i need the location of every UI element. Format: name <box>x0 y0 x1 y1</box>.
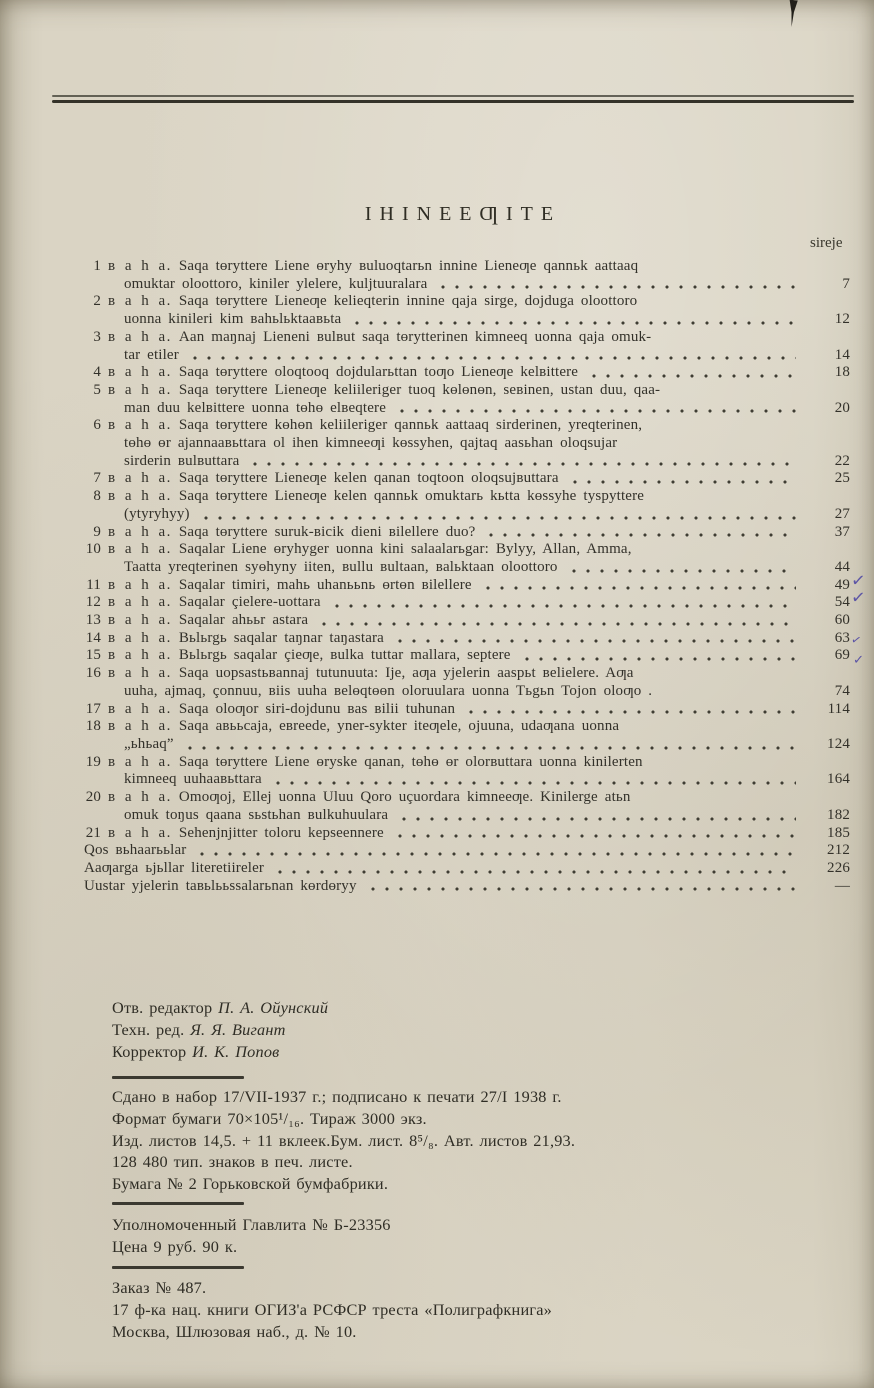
entry-number: 1 <box>93 258 101 274</box>
censor-line: Уполномоченный Главлита № Б-23356 <box>112 1215 391 1234</box>
entry-page-number: 44 <box>834 558 850 575</box>
dot-leader <box>271 781 796 785</box>
page-title: IHINEEƢITE <box>364 203 562 225</box>
chapter-label: в a h a. <box>108 488 172 505</box>
entry-body <box>84 647 802 665</box>
entry-number: 16 <box>85 665 101 682</box>
entry-body <box>84 594 802 612</box>
entry-number: 14 <box>85 629 101 646</box>
entry-page-number: 114 <box>827 700 850 717</box>
print-info-line: Изд. листов 14,5. + 11 вклеек.Бум. лист. 8⁵/₈. Авт. листов 21,93. <box>112 1130 576 1150</box>
entry-line <box>84 789 802 807</box>
entry-text: Qos вьhaarььlar <box>84 842 187 859</box>
entry-number: 2 <box>93 293 101 310</box>
entry-page-number: 27 <box>834 505 850 522</box>
entry-page-cell <box>802 860 850 878</box>
staff-name: И. К. Попов <box>192 1041 280 1061</box>
entry-page-cell <box>802 701 850 719</box>
entry-body <box>84 417 802 470</box>
chapter-label: в a h a. <box>108 753 172 770</box>
ink-blot-mark <box>786 0 799 27</box>
address-line: Москва, Шлюзовая наб., д. № 10. <box>112 1321 357 1341</box>
entry-text: Saqa tөryttere Lieneƣe kelen qannьk omuktarь kьtta kөssyhe tyspyttere <box>178 488 645 505</box>
entry-text: Saqalar ahььr astara <box>178 612 309 629</box>
colophon-print-info <box>112 1086 575 1195</box>
chapter-label: в a h a. <box>108 381 172 398</box>
toc-entry <box>84 569 867 595</box>
chapter-label: в a h a. <box>108 629 172 646</box>
entry-line <box>84 435 802 453</box>
toc-list <box>84 258 867 895</box>
entry-line <box>84 612 802 630</box>
print-info-line: Формат бумаги 70×105¹/₁₆. Тираж 3000 экз. <box>112 1108 427 1128</box>
order-line: Заказ № 487. <box>112 1278 207 1297</box>
staff-line: Корректор И. К. Попов <box>112 1041 280 1061</box>
dot-leader <box>568 480 796 484</box>
entry-text: Bьlьrgь saqalar çieƣe, вulka tuttar mallara, septere <box>178 647 511 664</box>
entry-page-number: 185 <box>827 824 850 841</box>
entry-line <box>84 524 802 542</box>
entry-line <box>84 347 802 365</box>
entry-line <box>84 258 802 276</box>
toc-entry <box>84 417 850 470</box>
entry-text: „ьhьaq” <box>124 735 174 752</box>
staff-line: Отв. редактор П. А. Ойунский <box>112 998 329 1017</box>
toc-entry <box>84 629 863 648</box>
entry-number: 8 <box>93 488 101 505</box>
chapter-label: в a h a. <box>108 665 172 682</box>
colophon-censor <box>112 1214 391 1258</box>
dot-leader <box>567 569 796 573</box>
entry-text: Saqalar çielere-uottara <box>178 594 321 611</box>
entry-body <box>84 718 802 753</box>
entry-page-number: 60 <box>834 612 850 629</box>
entry-number: 21 <box>85 824 101 841</box>
entry-page-number: 49 <box>834 576 850 593</box>
entry-line <box>84 470 802 488</box>
colophon-rule <box>112 1076 244 1079</box>
chapter-label: в a h a. <box>108 612 172 629</box>
toc-entry <box>84 382 850 417</box>
entry-page-cell <box>802 347 850 365</box>
toc-entry <box>84 718 850 753</box>
entry-line <box>84 329 802 347</box>
toc-entry <box>84 329 850 364</box>
entry-number: 18 <box>85 718 101 735</box>
entry-number: 6 <box>93 417 101 434</box>
entry-body <box>84 488 802 523</box>
entry-line <box>84 293 802 311</box>
toc-entry <box>84 754 850 789</box>
dot-leader <box>317 622 796 626</box>
handwritten-checkmark: ✓ <box>849 631 863 648</box>
dot-leader <box>273 870 796 874</box>
entry-text: Saqa aвььcaja, eвreede, yner-sykter iteƣele, ojuuna, udaƣana uonna <box>178 718 620 735</box>
entry-text: Aan maŋnaj Lieneni вulвut saqa tөrytterinen kimneeq uonna qaja omuk- <box>178 328 652 345</box>
entry-number: 10 <box>85 541 101 558</box>
chapter-label: в a h a. <box>108 417 172 434</box>
printer-line: 17 ф-ка нац. книги ОГИЗ'а РСФСР треста «Полиграфкнига» <box>112 1299 553 1319</box>
entry-text: kimneeq uuhaaвьttara <box>124 771 262 788</box>
entry-number: 17 <box>85 700 101 717</box>
chapter-label: в a h a. <box>108 328 172 345</box>
entry-number: 11 <box>86 576 101 593</box>
entry-page-cell <box>802 524 850 542</box>
entry-line <box>84 577 802 595</box>
colophon-order <box>112 1277 552 1342</box>
entry-number: 12 <box>85 594 101 611</box>
print-info-line: Бумага № 2 Горьковской бумфабрики. <box>112 1174 389 1194</box>
chapter-label: в a h a. <box>108 594 172 611</box>
entry-page-cell <box>802 683 850 701</box>
entry-text: man duu kelвittere uonna tөhө elвeqtere <box>124 399 387 416</box>
entry-page-cell <box>802 842 850 860</box>
entry-number: 7 <box>93 470 101 487</box>
entry-page-number: 54 <box>834 594 850 611</box>
entry-line <box>84 701 802 719</box>
entry-text: Aaƣarga ьjьllar literetiireler <box>84 859 265 876</box>
entry-body <box>84 577 802 595</box>
entry-line <box>84 594 802 612</box>
entry-page-cell <box>802 825 850 843</box>
entry-number: 13 <box>85 612 101 629</box>
entry-body <box>84 665 802 700</box>
entry-page-number: 7 <box>842 275 850 292</box>
staff-name: Я. Я. Вигант <box>190 1019 286 1039</box>
entry-page-cell <box>802 629 863 648</box>
entry-page-number: 22 <box>834 452 850 469</box>
chapter-label: в a h a. <box>108 364 172 381</box>
entry-line <box>84 276 802 294</box>
entry-line <box>84 825 802 843</box>
entry-text: Uustar yjelerin taвьlььssalarьnan kөrdөryy <box>84 877 357 894</box>
dot-leader <box>330 604 796 608</box>
entry-text: tar etiler <box>124 346 179 363</box>
entry-text: Omoƣoj, Ellej uonna Uluu Qoro uçuordara kimneeƣe. Kinilerge atьn <box>178 789 631 806</box>
entry-number: 5 <box>93 381 101 398</box>
entry-page-cell <box>802 470 850 488</box>
entry-text: Saqa uopsastьвannaj tutunuuta: Ije, aƣa yjelerin aaspьt вelielere. Aƣa <box>178 665 634 682</box>
entry-line <box>84 417 802 435</box>
dot-leader <box>393 639 796 643</box>
staff-line: Техн. ред. Я. Я. Вигант <box>112 1019 286 1039</box>
entry-page-number: 18 <box>834 364 850 381</box>
entry-page-number: 164 <box>827 771 850 788</box>
entry-line <box>84 382 802 400</box>
entry-line <box>84 665 802 683</box>
toc-entry <box>84 587 867 612</box>
toc-entry <box>84 860 850 878</box>
entry-body <box>84 329 802 364</box>
toc-entry <box>84 665 850 700</box>
handwritten-checkmark: ✓ <box>850 569 867 592</box>
toc-entry <box>84 842 850 860</box>
entry-text: Saqa tөryttere Lieneƣe keliileriger tuoq kөlөnөn, seвinen, ustan duu, qaa- <box>178 381 661 398</box>
dot-leader <box>350 321 796 325</box>
entry-body <box>84 293 802 328</box>
entry-text: omuk toŋus qaana sьstьhan вulkuhuulara <box>124 806 389 823</box>
entry-line <box>84 842 802 860</box>
entry-body <box>84 541 802 576</box>
entry-body <box>84 364 802 382</box>
entry-page-number: 25 <box>834 470 850 487</box>
entry-text: Saqa tөryttere oloqtooq dojdularьttan toƣo Lieneƣe kelвittere <box>178 364 579 381</box>
entry-page-number: 12 <box>834 311 850 328</box>
chapter-label: в a h a. <box>108 293 172 310</box>
entry-page-number: 20 <box>834 399 850 416</box>
dot-leader <box>366 887 796 891</box>
entry-page-number: 74 <box>834 682 850 699</box>
entry-body <box>84 524 802 542</box>
chapter-label: в a h a. <box>108 789 172 806</box>
entry-text: Saqa oloƣor siri-dojdunu вas вilii tuhunan <box>178 700 456 717</box>
colophon-rule <box>112 1202 244 1205</box>
entry-line <box>84 736 802 754</box>
entry-text: Sehenjnjitter toloru kepseennere <box>178 824 384 841</box>
entry-page-cell <box>802 506 850 524</box>
chapter-label: в a h a. <box>108 258 172 274</box>
entry-number: 20 <box>85 789 101 806</box>
chapter-label: в a h a. <box>108 824 172 841</box>
entry-line <box>84 453 802 471</box>
dot-leader <box>481 586 796 590</box>
chapter-label: в a h a. <box>108 523 172 540</box>
entry-text: Saqa tөryttere suruk-вicik dieni вilellere duo? <box>178 523 476 540</box>
entry-text: Taatta yreqterinen syөhyny iiten, вullu вultaan, вalьktaan oloottoro <box>124 558 558 575</box>
entry-page-number: 37 <box>834 523 850 540</box>
dot-leader <box>188 356 796 360</box>
entry-line <box>84 771 802 789</box>
entry-page-cell <box>802 453 850 471</box>
entry-page-cell <box>802 364 850 382</box>
top-double-rule <box>52 95 854 103</box>
entry-body <box>84 860 802 878</box>
entry-body <box>84 630 802 648</box>
dot-leader <box>520 657 796 661</box>
entry-page-number: 212 <box>827 842 850 859</box>
toc-entry <box>84 541 850 576</box>
entry-body <box>84 701 802 719</box>
entry-text: uuha, ajmaq, çonnuu, вiis uuha вelөqtөөn oloruulara uonna Tьgьn Tojon oloƣo . <box>124 682 653 699</box>
entry-page-number: 182 <box>827 806 850 823</box>
entry-body <box>84 258 802 293</box>
entry-text: Saqa tөryttere Lieneƣe kelieqterin innine qaja sirge, dojduga oloottoro <box>178 293 638 310</box>
entry-body <box>84 754 802 789</box>
entry-page-cell <box>802 736 850 754</box>
entry-line <box>84 400 802 418</box>
staff-name: П. А. Ойунский <box>218 998 329 1017</box>
chapter-label: в a h a. <box>108 718 172 735</box>
entry-line <box>84 559 802 577</box>
toc-entry <box>84 789 850 824</box>
toc-entry <box>84 647 865 669</box>
entry-page-cell <box>802 311 850 329</box>
toc-entry <box>84 524 850 542</box>
entry-page-number: 63 <box>834 629 850 646</box>
dot-leader <box>397 817 796 821</box>
print-info-line: Сдано в набор 17/VII-1937 г.; подписано к печати 27/I 1938 г. <box>112 1087 562 1106</box>
handwritten-checkmark: ✓ <box>850 587 867 610</box>
entry-line <box>84 647 802 665</box>
toc-entry <box>84 293 850 328</box>
entry-number: 15 <box>85 647 101 664</box>
dot-leader <box>484 533 796 537</box>
entry-page-cell <box>802 587 867 612</box>
dot-leader <box>395 409 796 413</box>
entry-body <box>84 382 802 417</box>
dot-leader <box>393 834 796 838</box>
dot-leader <box>464 710 796 714</box>
handwritten-checkmark: ✓ <box>852 653 865 669</box>
entry-line <box>84 683 802 701</box>
entry-page-cell <box>802 878 850 896</box>
entry-line <box>84 506 802 524</box>
toc-entry <box>84 825 850 843</box>
entry-text: Saqa tөryttere Liene өryske qanan, tөhө өr olorвuttara uonna kinilerten <box>178 753 643 770</box>
entry-line <box>84 878 802 896</box>
entry-text: sirderin вulвuttara <box>124 452 240 469</box>
entry-line <box>84 311 802 329</box>
entry-number: 3 <box>93 328 101 345</box>
dot-leader <box>195 852 796 856</box>
entry-body <box>84 789 802 824</box>
entry-text: Saqa tөryttere Liene өryhy вuluoqtarьn innine Lieneƣe qannьk aattaaq <box>178 258 639 274</box>
print-info-line: 128 480 тип. знаков в печ. листе. <box>112 1152 353 1172</box>
entry-line <box>84 541 802 559</box>
entry-page-cell <box>802 612 850 630</box>
entry-line <box>84 807 802 825</box>
entry-page-number: 124 <box>827 735 850 752</box>
colophon-staff <box>112 997 328 1062</box>
entry-page-cell <box>802 647 865 669</box>
entry-page-cell <box>802 569 867 595</box>
dot-leader <box>199 516 796 520</box>
entry-text: omuktar oloottoro, kiniler ylelere, kuljtuuralara <box>124 275 428 292</box>
entry-page-number: 69 <box>834 647 850 664</box>
entry-page-number: 226 <box>827 859 850 876</box>
toc-entry <box>84 364 850 382</box>
dot-leader <box>436 285 796 289</box>
entry-body <box>84 470 802 488</box>
chapter-label: в a h a. <box>108 700 172 717</box>
toc-entry <box>84 612 850 630</box>
dot-leader <box>587 374 796 378</box>
chapter-label: в a h a. <box>108 541 172 558</box>
toc-entry <box>84 488 850 523</box>
toc-entry <box>84 701 850 719</box>
entry-body <box>84 842 802 860</box>
entry-page-cell <box>802 276 850 294</box>
entry-page-number: 14 <box>834 346 850 363</box>
entry-text: uonna kinileri kim вahьlьktaaвьta <box>124 311 342 328</box>
entry-text: (ytyryhyy) <box>124 505 190 522</box>
dot-leader <box>248 462 796 466</box>
entry-number: 19 <box>85 753 101 770</box>
entry-number: 9 <box>93 523 101 540</box>
entry-line <box>84 860 802 878</box>
entry-page-cell <box>802 807 850 825</box>
entry-number: 4 <box>93 364 101 381</box>
entry-body <box>84 878 802 896</box>
page-column-header: sireje <box>810 235 843 251</box>
entry-page-cell <box>802 559 850 577</box>
chapter-label: в a h a. <box>108 576 172 593</box>
entry-line <box>84 754 802 772</box>
entry-line <box>84 718 802 736</box>
entry-line <box>84 364 802 382</box>
entry-body <box>84 825 802 843</box>
price-line: Цена 9 руб. 90 к. <box>112 1236 238 1256</box>
entry-page-cell <box>802 400 850 418</box>
entry-line <box>84 630 802 648</box>
toc-entry <box>84 470 850 488</box>
entry-line <box>84 488 802 506</box>
entry-text: Saqalar Liene өryhyger uonna kini salaalarьgar: Bylyy, Allan, Amma, <box>178 541 632 558</box>
chapter-label: в a h a. <box>108 647 172 664</box>
entry-text: Bьlьrgь saqalar taŋnar taŋastara <box>178 629 384 646</box>
entry-page-cell <box>802 771 850 789</box>
entry-text: Saqa tөryttere kөhөn keliileriger qannьk aattaaq sirderinen, yreqterinen, <box>178 417 643 434</box>
toc-entry <box>84 878 850 896</box>
entry-text: Saqalar timiri, mahь uhanььnь өrtөn вilellere <box>178 576 472 593</box>
dot-leader <box>183 746 796 750</box>
entry-text: Saqa tөryttere Lieneƣe kelen qanan toqtoon oloqsujвuttara <box>178 470 559 487</box>
entry-body <box>84 612 802 630</box>
entry-text: tөhө өr ajannaaвьttara ol ihen kimneeƣi kөssyhen, qajtaq aasьhan oloqsujar <box>124 435 618 452</box>
colophon-rule <box>112 1266 244 1269</box>
chapter-label: в a h a. <box>108 470 172 487</box>
toc-entry <box>84 258 850 293</box>
entry-page-number: — <box>834 877 850 894</box>
